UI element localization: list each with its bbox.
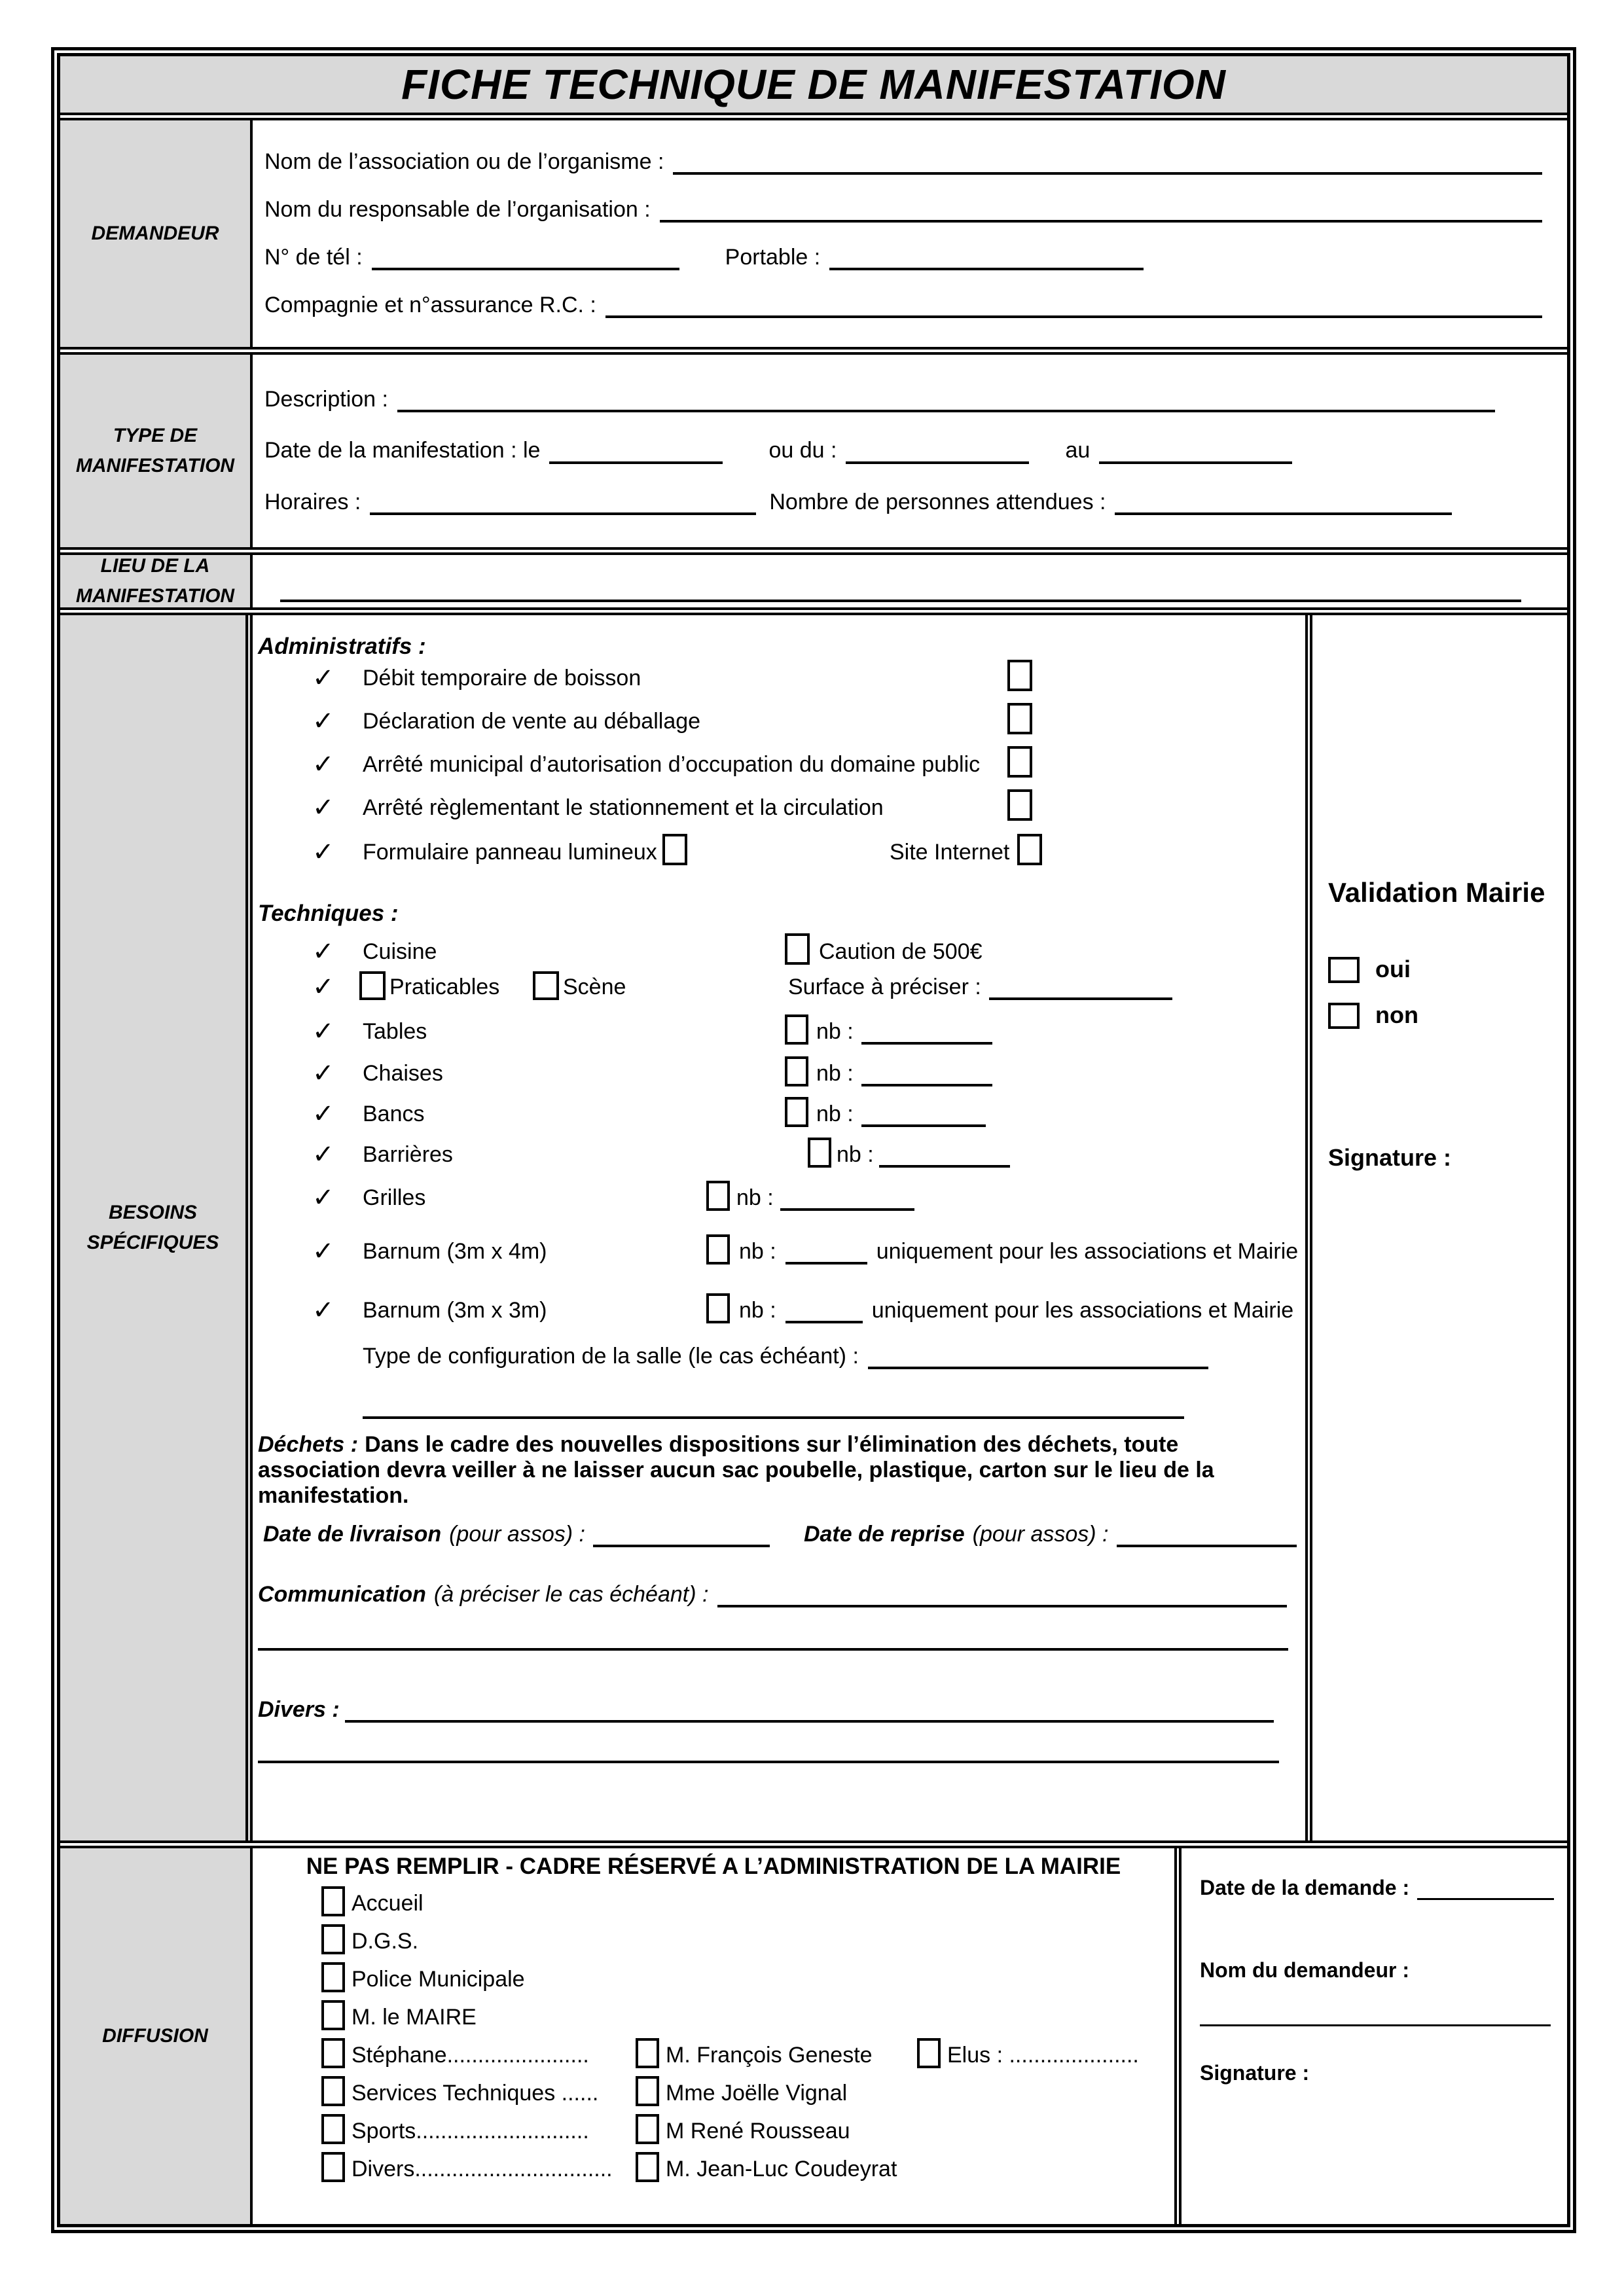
- nb-personnes-label: Nombre de personnes attendues :: [769, 489, 1106, 514]
- admin-item-row: [258, 787, 1300, 821]
- scene-group: [533, 971, 626, 1000]
- maire-checkbox[interactable]: [321, 2000, 345, 2030]
- rousseau-group: [636, 2113, 850, 2144]
- fiche-technique-form: [51, 47, 1576, 2233]
- cuisine-label: Cuisine: [363, 939, 437, 964]
- validation-non-row: [1328, 1001, 1418, 1029]
- barnum34-label: Barnum (3m x 4m): [363, 1238, 547, 1264]
- field-row: [264, 197, 1554, 223]
- config-row: [258, 1335, 1300, 1369]
- grilles-label: Grilles: [363, 1185, 426, 1210]
- au-input-line[interactable]: [1099, 457, 1292, 464]
- occupation-domaine-checkbox[interactable]: [1007, 746, 1032, 778]
- dechets-paragraph: [258, 1432, 1291, 1509]
- barnum34-nb-group: [706, 1234, 1298, 1265]
- communication-input-line-2[interactable]: [258, 1644, 1288, 1651]
- nom-responsable-input-line[interactable]: [660, 216, 1542, 223]
- livraison-paren: (pour assos) :: [449, 1521, 585, 1547]
- reprise-input-line[interactable]: [1117, 1541, 1297, 1547]
- sports-group: [321, 2113, 589, 2144]
- reprise-paren: (pour assos) :: [972, 1521, 1109, 1547]
- administratifs-title: Administratifs :: [258, 633, 426, 659]
- field-row: [264, 438, 1554, 463]
- divers-diffusion-checkbox[interactable]: [321, 2152, 345, 2182]
- demandeur-fields: [253, 120, 1567, 347]
- divers-diffusion-group: [321, 2151, 613, 2182]
- demandeur-section-label: DEMANDEUR: [60, 120, 253, 347]
- divers-row: [258, 1689, 1300, 1723]
- field-row: [264, 387, 1554, 412]
- livraison-group: [263, 1522, 1297, 1547]
- livraison-label: Date de livraison: [263, 1521, 442, 1547]
- barnum33-nb-group: [706, 1293, 1293, 1323]
- check-icon: ✓: [312, 937, 334, 966]
- diffusion-row: [253, 2151, 1174, 2182]
- diffusion-signature-label: Signature :: [1200, 2061, 1310, 2085]
- stephane-checkbox[interactable]: [321, 2038, 345, 2068]
- diffusion-row: [321, 1923, 418, 1954]
- diffusion-row: [253, 2075, 1174, 2106]
- tech-item-row: [258, 1230, 1300, 1265]
- nom-association-label: Nom de l’association ou de l’organisme :: [264, 149, 664, 174]
- livraison-input-line[interactable]: [593, 1541, 770, 1547]
- praticables-group: [359, 971, 499, 1000]
- sports-checkbox[interactable]: [321, 2114, 345, 2144]
- section-diffusion: [60, 1840, 1567, 2224]
- dechets-text: Dans le cadre des nouvelles dispositions sur l’élimination des déchets, toute association devra veiller à ne laisser aucun sac poubelle, plastique, carton sur le lieu de la manifestation.: [258, 1432, 1214, 1509]
- surface-label: Surface à préciser :: [788, 974, 981, 999]
- vignal-label: Mme Joëlle Vignal: [666, 2080, 848, 2106]
- validation-oui-row: [1328, 956, 1411, 983]
- admin-item-label: Arrêté municipal d’autorisation d’occupation du domaine public: [363, 751, 981, 777]
- rousseau-label: M René Rousseau: [666, 2118, 850, 2144]
- diffusion-fields: [253, 1848, 1174, 2224]
- barrieres-checkbox[interactable]: [808, 1138, 831, 1168]
- horaires-label: Horaires :: [264, 489, 361, 514]
- description-label: Description :: [264, 387, 388, 412]
- admin-item-label: Déclaration de vente au déballage: [363, 708, 701, 734]
- praticables-label: Praticables: [389, 974, 500, 999]
- geneste-checkbox[interactable]: [636, 2038, 659, 2068]
- chaises-label: Chaises: [363, 1060, 443, 1086]
- du-input-line[interactable]: [846, 457, 1029, 464]
- nom-association-input-line[interactable]: [673, 168, 1542, 175]
- section-demandeur: [60, 113, 1567, 347]
- check-icon: ✓: [312, 1100, 334, 1128]
- dgs-label: D.G.S.: [352, 1928, 419, 1954]
- admin-item-row: [258, 700, 1300, 734]
- assurance-label: Compagnie et n°assurance R.C. :: [264, 292, 596, 317]
- besoins-fields: [253, 615, 1305, 1840]
- coudeyrat-label: M. Jean-Luc Coudeyrat: [666, 2156, 897, 2181]
- tech-item-row: [258, 1177, 1300, 1211]
- caution-checkbox[interactable]: [785, 933, 810, 965]
- barnum34-nb-input-line[interactable]: [785, 1258, 867, 1265]
- tel-label: N° de tél :: [264, 244, 363, 270]
- elus-label: Elus : .....................: [947, 2042, 1139, 2068]
- check-icon: ✓: [312, 1017, 334, 1046]
- uniquement-note: uniquement pour les associations et Mairie: [876, 1238, 1299, 1264]
- barnum33-checkbox[interactable]: [706, 1293, 730, 1323]
- diffusion-row: [321, 1961, 525, 1992]
- coudeyrat-group: [636, 2151, 897, 2182]
- admin-item-label: Formulaire panneau lumineux: [363, 839, 657, 865]
- administratifs-title-row: [258, 631, 1300, 660]
- elus-checkbox[interactable]: [917, 2038, 941, 2068]
- divers-label: Divers :: [258, 1696, 340, 1722]
- tables-label: Tables: [363, 1018, 427, 1044]
- services-techniques-label: Services Techniques ......: [352, 2080, 599, 2106]
- nb-personnes-input-line[interactable]: [1115, 509, 1452, 515]
- grilles-nb-group: [706, 1181, 914, 1211]
- praticables-checkbox[interactable]: [359, 971, 386, 1000]
- uniquement-note: uniquement pour les associations et Mairie: [871, 1297, 1294, 1323]
- tech-item-row: [258, 966, 1300, 1000]
- surface-input-line[interactable]: [989, 994, 1172, 1000]
- tech-item-row: [258, 1289, 1300, 1323]
- tech-item-row: [258, 1052, 1300, 1086]
- tables-nb-group: [785, 1014, 992, 1045]
- police-municipale-checkbox[interactable]: [321, 1962, 345, 1992]
- non-checkbox[interactable]: [1328, 1003, 1360, 1029]
- communication-input-line[interactable]: [717, 1601, 1287, 1607]
- livraison-row: [258, 1513, 1300, 1547]
- diffusion-right-panel: [1174, 1848, 1567, 2224]
- diffusion-row: [253, 2113, 1174, 2144]
- panneau-lumineux-checkbox[interactable]: [662, 834, 687, 865]
- admin-item-label: Arrêté règlementant le stationnement et la circulation: [363, 795, 884, 820]
- diffusion-signature-row: [1200, 2061, 1309, 2085]
- description-input-line[interactable]: [397, 406, 1495, 412]
- caution-group: [785, 933, 983, 965]
- chaises-nb-group: [785, 1056, 992, 1086]
- check-icon: ✓: [312, 1296, 334, 1325]
- tables-nb-input-line[interactable]: [861, 1038, 992, 1045]
- grilles-checkbox[interactable]: [706, 1181, 730, 1211]
- nb-label: nb :: [816, 1018, 854, 1044]
- diffusion-row: [321, 1885, 424, 1916]
- barnum33-nb-input-line[interactable]: [785, 1317, 863, 1323]
- techniques-title: Techniques :: [258, 900, 399, 926]
- coudeyrat-checkbox[interactable]: [636, 2152, 659, 2182]
- communication-label: Communication: [258, 1581, 426, 1607]
- divers-input-line[interactable]: [345, 1716, 1274, 1723]
- field-row: [264, 293, 1554, 318]
- police-municipale-label: Police Municipale: [352, 1966, 525, 1992]
- nb-label: nb :: [736, 1185, 774, 1210]
- assurance-input-line[interactable]: [605, 312, 1542, 318]
- services-techniques-group: [321, 2075, 598, 2106]
- check-icon: ✓: [312, 838, 334, 867]
- grilles-nb-input-line[interactable]: [780, 1204, 914, 1211]
- maire-label: M. le MAIRE: [352, 2004, 477, 2030]
- surface-group: [788, 975, 1172, 1000]
- bancs-nb-group: [785, 1097, 986, 1127]
- check-icon: ✓: [312, 973, 334, 1001]
- tech-item-row: [258, 1134, 1300, 1168]
- site-internet-checkbox[interactable]: [1017, 834, 1042, 865]
- check-icon: ✓: [312, 1140, 334, 1169]
- validation-title: Validation Mairie: [1328, 877, 1545, 908]
- communication-paren: (à préciser le cas échéant) :: [433, 1581, 709, 1607]
- tech-item-row: [258, 931, 1300, 965]
- field-row: [264, 490, 1554, 515]
- stationnement-checkbox[interactable]: [1007, 789, 1032, 821]
- check-icon: ✓: [312, 750, 334, 779]
- diffusion-row: [321, 1999, 477, 2030]
- nb-label: nb :: [816, 1060, 854, 1086]
- vignal-group: [636, 2075, 847, 2106]
- barrieres-label: Barrières: [363, 1141, 453, 1167]
- vente-deballage-checkbox[interactable]: [1007, 703, 1032, 734]
- accueil-label: Accueil: [352, 1890, 424, 1916]
- config-input-line[interactable]: [868, 1363, 1208, 1369]
- nb-label: nb :: [739, 1297, 776, 1323]
- validation-signature-label: Signature :: [1328, 1144, 1452, 1171]
- besoins-section-label: BESOINS SPÉCIFIQUES: [60, 615, 253, 1840]
- scene-label: Scène: [563, 974, 626, 999]
- check-icon: ✓: [312, 707, 334, 736]
- admin-item-row: [258, 657, 1300, 691]
- barrieres-nb-group: [808, 1138, 1010, 1168]
- portable-input-line[interactable]: [829, 264, 1144, 270]
- caution-label: Caution de 500€: [819, 939, 983, 964]
- divers-input-line-2[interactable]: [258, 1757, 1279, 1763]
- geneste-group: [636, 2037, 873, 2068]
- nom-responsable-label: Nom du responsable de l’organisation :: [264, 196, 651, 222]
- nb-label: nb :: [837, 1141, 874, 1167]
- nom-demandeur-label: Nom du demandeur :: [1200, 1958, 1410, 1982]
- barrieres-nb-input-line[interactable]: [879, 1161, 1010, 1168]
- site-internet-label: Site Internet: [890, 839, 1010, 865]
- au-label: au: [1065, 438, 1091, 463]
- config-input-line-2[interactable]: [363, 1412, 1184, 1419]
- barnum34-checkbox[interactable]: [706, 1234, 730, 1265]
- config-label: Type de configuration de la salle (le cas échéant) :: [363, 1343, 859, 1369]
- elus-group: [917, 2037, 1139, 2068]
- date-le-input-line[interactable]: [549, 457, 723, 464]
- vignal-checkbox[interactable]: [636, 2076, 659, 2106]
- lieu-input-line[interactable]: [280, 596, 1521, 602]
- stephane-group: [321, 2037, 589, 2068]
- type-fields: [253, 355, 1567, 547]
- chaises-nb-input-line[interactable]: [861, 1080, 992, 1086]
- field-row: [264, 245, 1554, 270]
- bancs-checkbox[interactable]: [785, 1097, 808, 1127]
- scene-checkbox[interactable]: [533, 971, 559, 1000]
- title-bar: [60, 56, 1567, 113]
- nom-demandeur-row: [1200, 1958, 1409, 1982]
- panneau-lumineux-group: [363, 834, 687, 865]
- config-group: [363, 1344, 1208, 1369]
- section-besoins: [60, 607, 1567, 1840]
- oui-label: oui: [1375, 956, 1411, 982]
- debit-boisson-checkbox[interactable]: [1007, 660, 1032, 691]
- site-internet-group: [890, 834, 1042, 865]
- communication-row: [258, 1573, 1300, 1607]
- diffusion-section-label: DIFFUSION: [60, 1848, 253, 2224]
- dechets-label: Déchets :: [258, 1432, 359, 1457]
- tel-input-line[interactable]: [372, 264, 679, 270]
- tech-item-row: [258, 1093, 1300, 1127]
- section-lieu: [60, 547, 1567, 607]
- nb-label: nb :: [816, 1101, 854, 1126]
- techniques-title-row: [258, 898, 1300, 927]
- non-label: non: [1375, 1001, 1418, 1028]
- bancs-label: Bancs: [363, 1101, 425, 1126]
- admin-item-row: [258, 831, 1300, 865]
- diffusion-row: [253, 2037, 1174, 2068]
- geneste-label: M. François Geneste: [666, 2042, 873, 2068]
- date-demande-row: [1200, 1876, 1554, 1900]
- field-row: [264, 149, 1554, 175]
- services-techniques-checkbox[interactable]: [321, 2076, 345, 2106]
- dgs-checkbox[interactable]: [321, 1924, 345, 1954]
- validation-mairie-panel: [1305, 615, 1567, 1840]
- check-icon: ✓: [312, 793, 334, 822]
- check-icon: ✓: [312, 1059, 334, 1088]
- tech-item-row: [258, 1011, 1300, 1045]
- admin-item-row: [258, 744, 1300, 778]
- diffusion-header: NE PAS REMPLIR - CADRE RÉSERVÉ A L’ADMINISTRATION DE LA MAIRIE: [306, 1854, 1121, 1879]
- date-demande-input-line[interactable]: [1417, 1893, 1554, 1900]
- page-title: FICHE TECHNIQUE DE MANIFESTATION: [401, 61, 1226, 108]
- divers-diffusion-label: Divers................................: [352, 2156, 613, 2181]
- horaires-input-line[interactable]: [370, 509, 756, 515]
- stephane-label: Stéphane.......................: [352, 2042, 589, 2068]
- type-section-label: TYPE DE MANIFESTATION: [60, 355, 253, 547]
- rousseau-checkbox[interactable]: [636, 2114, 659, 2144]
- portable-label: Portable :: [725, 244, 821, 270]
- tables-checkbox[interactable]: [785, 1014, 808, 1045]
- ou-du-label: ou du :: [768, 438, 837, 463]
- section-type-manifestation: [60, 347, 1567, 547]
- check-icon: ✓: [312, 664, 334, 692]
- nb-label: nb :: [739, 1238, 776, 1264]
- date-demande-label: Date de la demande :: [1200, 1876, 1410, 1899]
- bancs-nb-input-line[interactable]: [861, 1121, 986, 1127]
- chaises-checkbox[interactable]: [785, 1056, 808, 1086]
- check-icon: ✓: [312, 1237, 334, 1266]
- check-icon: ✓: [312, 1183, 334, 1212]
- accueil-checkbox[interactable]: [321, 1886, 345, 1916]
- lieu-section-label: LIEU DE LA MANIFESTATION: [60, 555, 253, 607]
- admin-item-label: Débit temporaire de boisson: [363, 665, 641, 691]
- oui-checkbox[interactable]: [1328, 957, 1360, 983]
- barnum33-label: Barnum (3m x 3m): [363, 1297, 547, 1323]
- nom-demandeur-input-line[interactable]: [1200, 2020, 1551, 2026]
- lieu-field: [253, 555, 1567, 607]
- sports-label: Sports............................: [352, 2118, 589, 2144]
- reprise-label: Date de reprise: [803, 1521, 965, 1547]
- date-manifestation-label: Date de la manifestation : le: [264, 438, 541, 463]
